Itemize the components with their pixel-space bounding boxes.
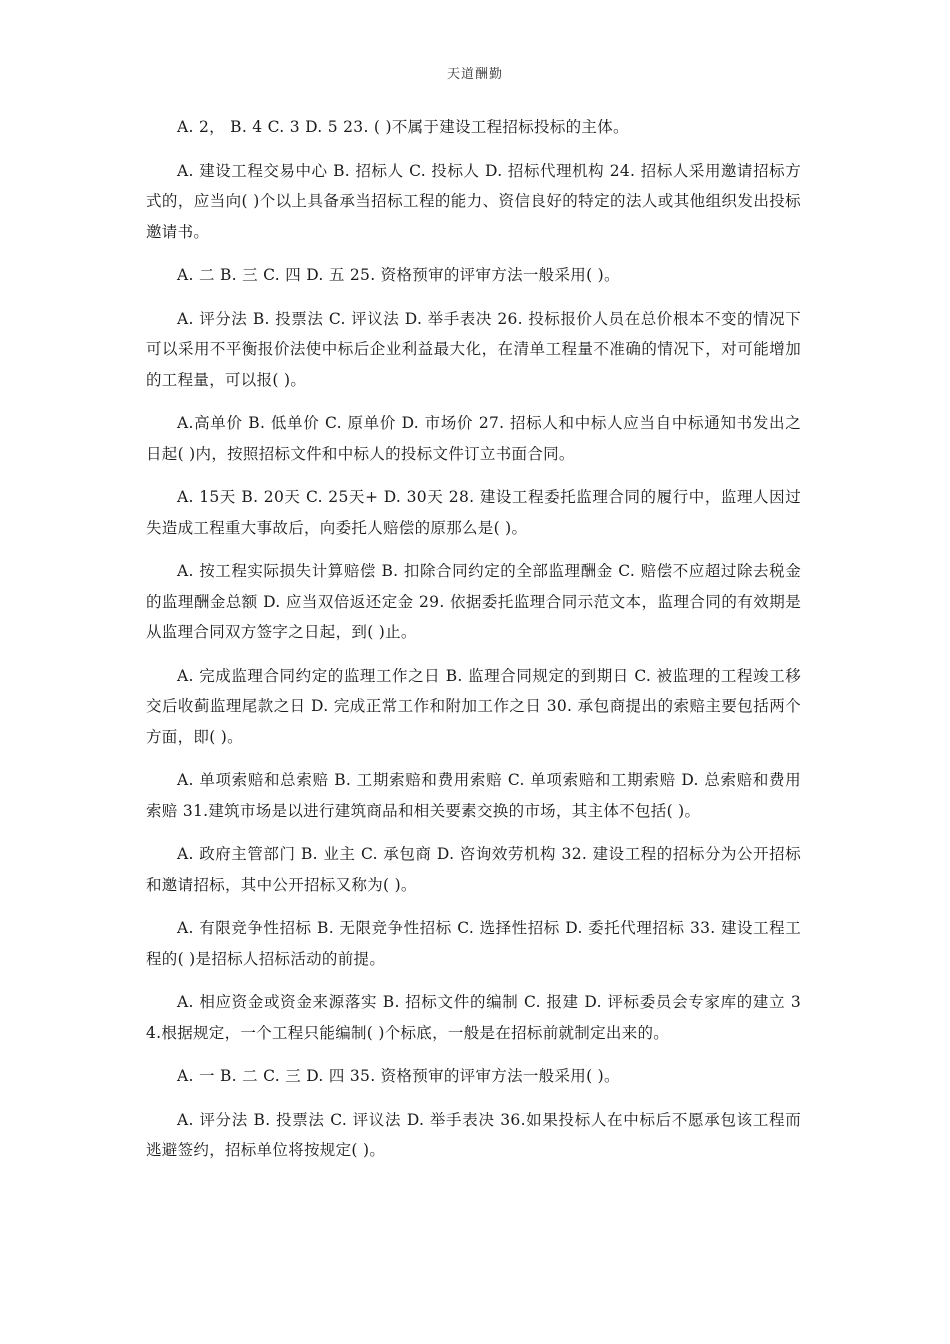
page-header: 天道酬勤 <box>446 67 503 82</box>
paragraph: A. 2， B. 4 C. 3 D. 5 23. ( )不属于建设工程招标投标的主体。 <box>177 118 629 136</box>
paragraph: A. 二 B. 三 C. 四 D. 五 25. 资格预审的评审方法一般采用( )。 <box>177 266 620 284</box>
paragraph: A. 完成监理合同约定的监理工作之日 B. 监理合同规定的到期日 C. 被监理的工程竣工移交后收蓟监理尾款之日 D. 完成正常工作和附加工作之日 30. 承包商提出的索赔主要包括两个方面，即( )。 <box>146 666 801 746</box>
paragraph: A. 按工程实际损失计算赔偿 B. 扣除合同约定的全部监理酬金 C. 赔偿不应超过除去税金的监理酬金总额 D. 应当双倍返还定金 29. 依据委托监理合同示范文本，监理合同的有效期是从监理合同双方签字之日起，到( )止。 <box>146 562 801 641</box>
paragraph: A. 评分法 B. 投票法 C. 评议法 D. 举手表决 26. 投标报价人员在总价根本不变的情况下可以采用不平衡报价法使中标后企业利益最大化，在清单工程量不准确的情况下，对可能增加的工程量，可以报( )。 <box>146 309 801 389</box>
paragraph: A. 15天 B. 20天 C. 25天+ D. 30天 28. 建设工程委托监理合同的履行中，监理人因过失造成工程重大事故后，向委托人赔偿的原那么是( )。 <box>146 488 801 537</box>
paragraph: A. 一 B. 二 C. 三 D. 四 35. 资格预审的评审方法一般采用( )。 <box>177 1067 620 1085</box>
paragraph: A.高单价 B. 低单价 C. 原单价 D. 市场价 27. 招标人和中标人应当自中标通知书发出之日起( )内，按照招标文件和中标人的投标文件订立书面合同。 <box>146 414 801 463</box>
paragraph: A. 建设工程交易中心 B. 招标人 C. 投标人 D. 招标代理机构 24. 招标人采用邀请招标方式的，应当向( )个以上具备承当招标工程的能力、资信良好的特定的法人或其他组织发出投标邀请书。 <box>146 161 801 241</box>
paragraph: A. 单项索赔和总索赔 B. 工期索赔和费用索赔 C. 单项索赔和工期索赔 D. 总索赔和费用索赔 31.建筑市场是以进行建筑商品和相关要素交换的市场，其主体不包括( )。 <box>146 771 801 820</box>
paragraph: A. 相应资金或资金来源落实 B. 招标文件的编制 C. 报建 D. 评标委员会专家库的建立 34.根据规定，一个工程只能编制( )个标底，一般是在招标前就制定出来的。 <box>146 993 801 1042</box>
document-body <box>146 112 801 1179</box>
paragraph: A. 有限竞争性招标 B. 无限竞争性招标 C. 选择性招标 D. 委托代理招标 33. 建设工程工程的( )是招标人招标活动的前提。 <box>146 919 801 968</box>
paragraph: A. 评分法 B. 投票法 C. 评议法 D. 举手表决 36.如果投标人在中标后不愿承包该工程而逃避签约，招标单位将按规定( )。 <box>146 1110 801 1159</box>
paragraph: A. 政府主管部门 B. 业主 C. 承包商 D. 咨询效劳机构 32. 建设工程的招标分为公开招标和邀请招标，其中公开招标又称为( )。 <box>146 845 801 894</box>
